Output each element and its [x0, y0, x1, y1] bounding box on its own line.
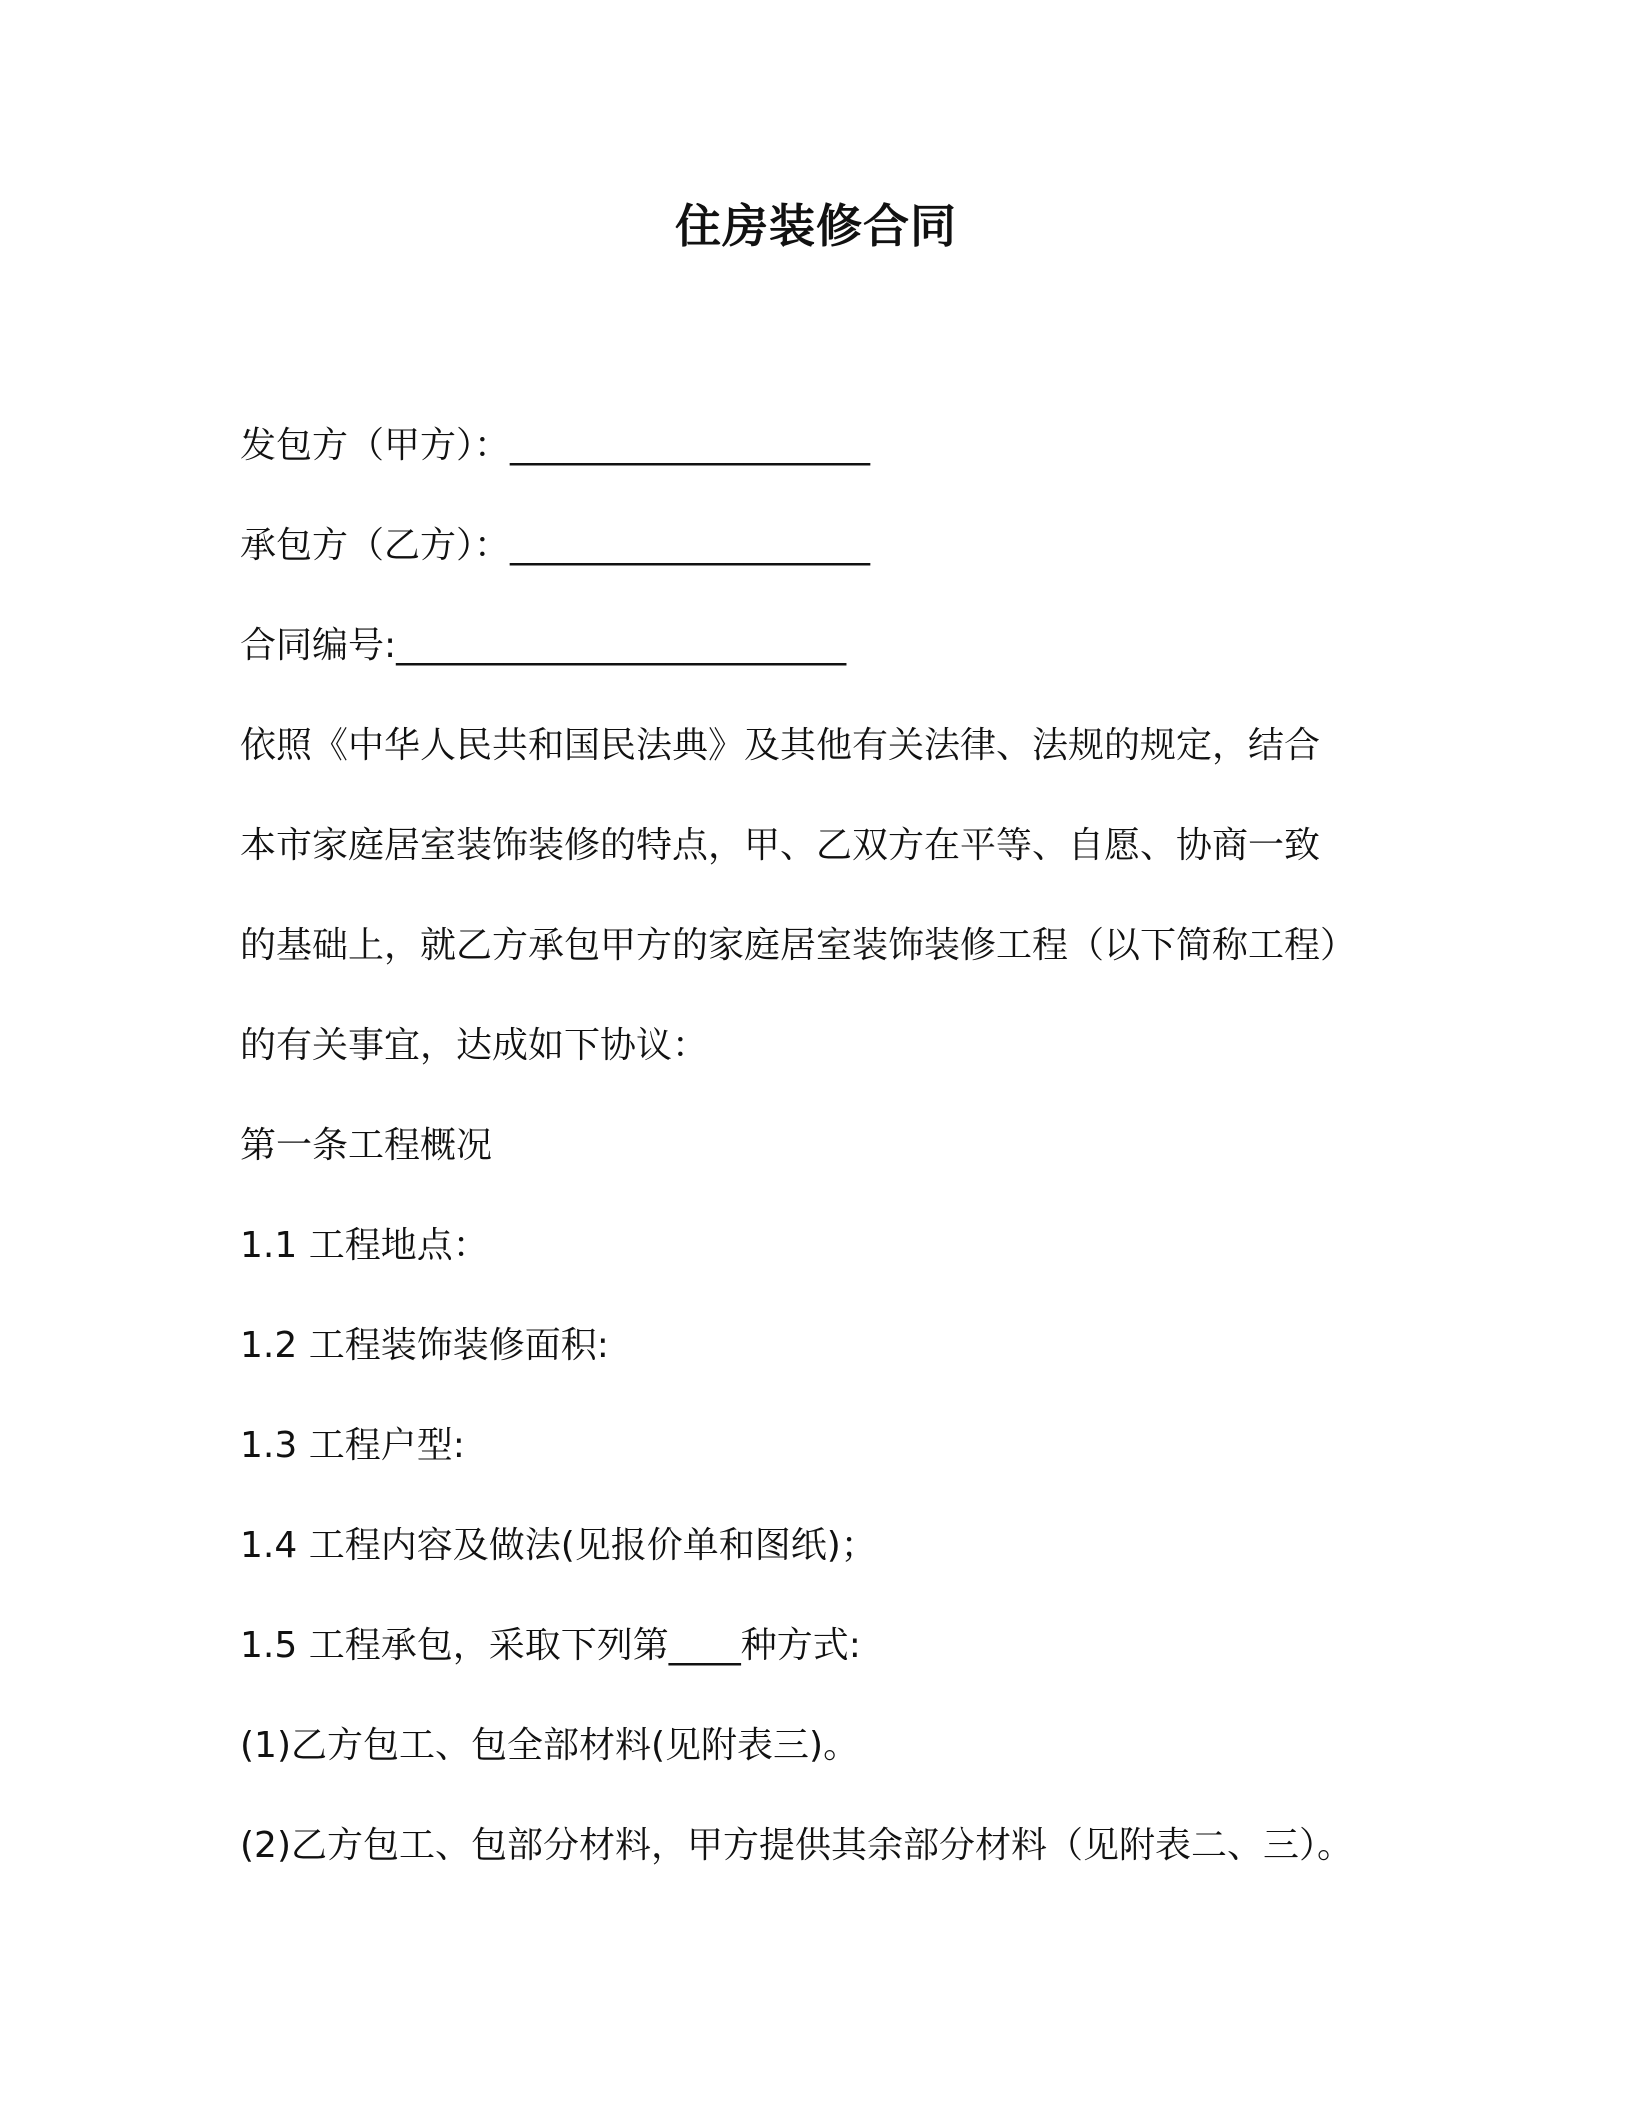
preamble-line-4: 的有关事宜，达成如下协议： — [240, 1025, 709, 1066]
item-1-4: 1.4 工程内容及做法(见报价单和图纸)； — [240, 1525, 877, 1566]
preamble-line-1: 依照《中华人民共和国民法典》及其他有关法律、法规的规定，结合 — [240, 725, 1321, 766]
item-1-1: 1.1 工程地点： — [240, 1225, 489, 1266]
item-1-5: 1.5 工程承包，采取下列第____种方式: — [240, 1625, 861, 1666]
contract-number-line: 合同编号:_________________________ — [240, 625, 847, 666]
party-b-line: 承包方（乙方）：____________________ — [240, 525, 871, 566]
document-title: 住房装修合同 — [675, 199, 957, 253]
item-1-2: 1.2 工程装饰装修面积: — [240, 1325, 609, 1366]
party-a-line: 发包方（甲方）：____________________ — [240, 425, 871, 466]
item-1-3: 1.3 工程户型: — [240, 1425, 465, 1466]
option-1: (1)乙方包工、包全部材料(见附表三)。 — [240, 1725, 860, 1766]
preamble-line-2: 本市家庭居室装饰装修的特点，甲、乙双方在平等、自愿、协商一致 — [240, 825, 1321, 866]
option-2: (2)乙方包工、包部分材料，甲方提供其余部分材料（见附表二、三）。 — [240, 1825, 1353, 1866]
article-heading: 第一条工程概况 — [240, 1125, 493, 1166]
preamble-line-3: 的基础上，就乙方承包甲方的家庭居室装饰装修工程（以下简称工程） — [240, 925, 1357, 966]
